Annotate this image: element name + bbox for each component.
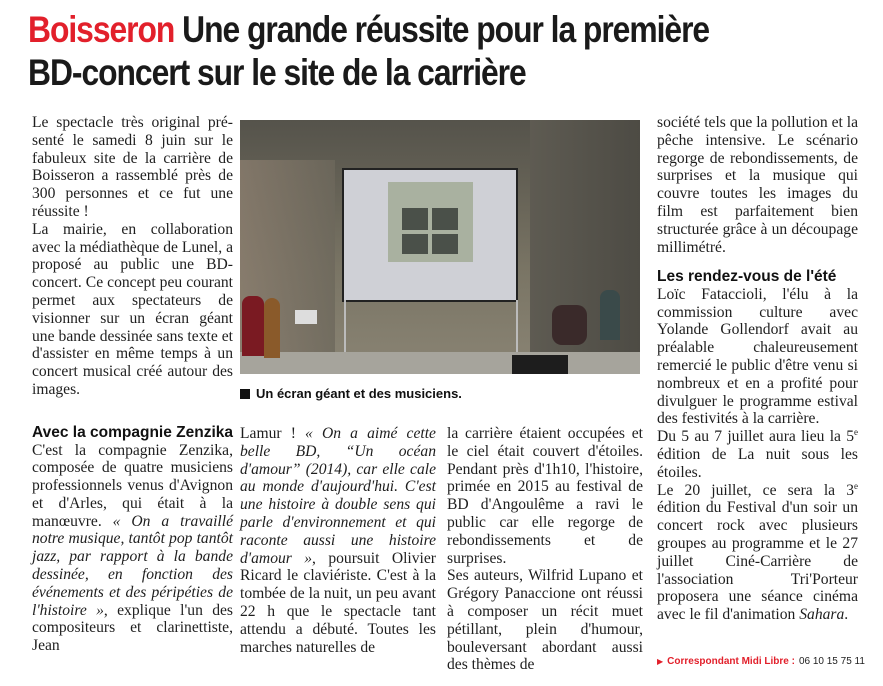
elu-paragraph: Loïc Fataccioli, l'élu à la commission culture avec Yolande Gollendorf avait au préalable chaleureusement remercié le public d'être venu si nombreux et en a profité pour divulguer le programme estival des festivités à la carrière. [657, 285, 858, 428]
nuit-etoiles-paragraph [657, 428, 858, 481]
headline-title-line2: BD-concert sur le site de la carrière [28, 52, 526, 93]
music-stand [295, 310, 317, 324]
headline-title-line1: Une grande réussite pour la première [182, 9, 710, 50]
caption-text: Un écran géant et des musiciens. [256, 386, 462, 401]
film-title: Sahara [799, 606, 845, 624]
triangle-right-icon: ▶ [657, 657, 664, 666]
correspondent-credit [657, 656, 865, 667]
headline [28, 8, 879, 94]
photo-caption [240, 386, 462, 401]
zenzika-attribution: , explique l'un des compositeurs et clarinettiste, Jean [32, 601, 233, 655]
stage-floor [240, 352, 640, 374]
zenzika-paragraph [32, 442, 233, 656]
intro-column [32, 114, 233, 399]
screen-leg-right [516, 300, 518, 352]
column-3 [447, 425, 643, 674]
intro-paragraph-1: Le spectacle très original pré-senté le samedi 8 juin sur le fabuleux site de la carrière de Boisseron a rassemblé près de 300 personnes et ce fut une réussite ! [32, 114, 233, 220]
festival-paragraph [657, 482, 858, 624]
nuit-text-a: Du 5 au 7 juillet aura lieu la 5 [657, 428, 854, 446]
column-2 [240, 425, 436, 656]
column-1-lower [32, 425, 233, 655]
intro-paragraph-2: La mairie, en collaboration avec la médiathèque de Lunel, a proposé au public une BD-concert. Ce concept peu courant permet aux spectateurs de visionner sur un écran géant une bande dessinée sans texte et d'assister en même temps à un concert musical créé autour des images. [32, 220, 233, 398]
musician-clarinettist [242, 296, 264, 356]
lamur-name: Lamur ! [240, 425, 296, 442]
credit-phone: 06 10 15 75 11 [798, 656, 865, 667]
subheading-zenzika: Avec la compagnie Zenzika [32, 424, 234, 441]
drum-kit [552, 305, 587, 345]
festival-text-b: édition du Festival d'un soir un concert rock avec plusieurs groupes au programme et le 27 juillet Ciné-Carrière de l'association Tri'Porteur proposera une séance cinéma avec le fil d'animation [657, 499, 858, 624]
headline-kicker: Boisseron [28, 9, 175, 50]
lamur-paragraph [240, 425, 436, 656]
show-start-text: , poursuit Olivier Ricard le claviériste. C'est à la tombée de la nuit, un peu avant 22 h que le spectacle tant attendu a débuté. Toutes les marches naturelles de [240, 549, 436, 656]
caption-square-icon [240, 389, 250, 399]
screen-leg-left [344, 300, 346, 352]
composer-quote: « On a travaillé notre musique, tantôt pop tantôt jazz, par rapport à la bande dessinée, en fonction des événements et des péripéties de l'histoire » [32, 512, 233, 619]
zenzika-text: C'est la compagnie Zenzika, composée de quatre musiciens professionnels venus d'Avignon et d'Arles, qui était à la manœuvre. [32, 441, 233, 530]
authors-paragraph: Ses auteurs, Wilfrid Lupano et Grégory Panaccione ont réussi à composer un récit muet pétillant, plein d'humour, bouleversant abordant aussi des thèmes de [447, 567, 643, 674]
audience-paragraph: la carrière étaient occupées et le ciel était couvert d'étoiles. Pendant près d'1h10, l'histoire, primée en 2015 au festival de BD d'Angoulême a ravi le public car elle regorge de rebondissements et de surprises. [447, 425, 643, 567]
credit-label: Correspondant Midi Libre : [667, 656, 795, 667]
speaker-amp [512, 355, 568, 374]
festival-end: . [844, 606, 849, 624]
themes-paragraph: société tels que la pollution et la pêche intensive. Le scénario regorge de rebondissements, de surprises et la musique qui couvre toutes les images du film est parfaitement bien structurée grâce à un découpage millimétré. [657, 114, 858, 256]
festival-text-a: Le 20 juillet, ce sera la 3 [657, 481, 854, 499]
projection-screen [342, 168, 518, 302]
ricard-quote: « On a aimé cette belle BD, “Un océan d'amour” (2014), car elle cale au monde d'aujourd'hui. C'est une histoire à double sens qui parle d'environnement et qui raconte aussi une histoire d'amour » [240, 425, 436, 567]
subheading-rendez-vous: Les rendez-vous de l'été [657, 268, 837, 286]
article-photo [240, 120, 640, 374]
projected-window-image [388, 182, 473, 262]
musician-saxophonist [264, 298, 280, 358]
nuit-text-b: édition de La nuit sous les étoiles. [657, 446, 858, 481]
festival-sup: e [854, 480, 858, 491]
musician-keyboardist [600, 290, 620, 340]
nuit-sup: e [854, 427, 858, 438]
column-4 [657, 114, 858, 624]
